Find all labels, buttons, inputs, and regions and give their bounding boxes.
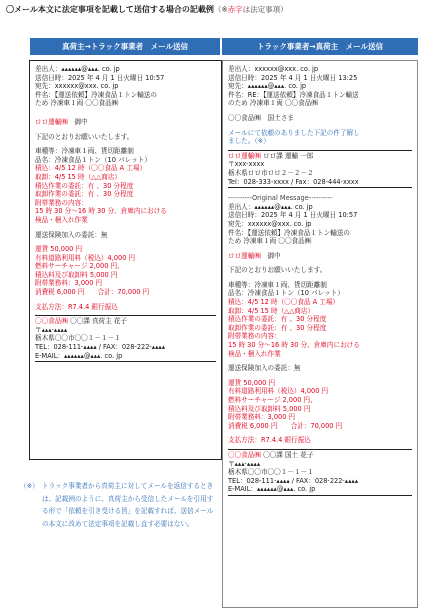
carrier-signature-address: 栃木県ロロ市ロロ２－２－２	[228, 168, 314, 177]
email-sent-date: 送信日時：2025 年 4 月 1 日火曜日 10:57	[35, 73, 165, 82]
reply-addressee: 〇〇食品㈱ 国土さま	[228, 113, 294, 122]
quoted-signature-mail: E-MAIL：▴▴▴▴▴▴@▴▴▴. co. jp	[228, 485, 316, 494]
footnote-mark: （※）	[20, 482, 39, 490]
signature-company: 〇〇食品㈱ 〇〇課 真荷主 花子	[35, 317, 128, 326]
quoted-from: 差出人：▴▴▴▴▴▴@▴▴▴. co. jp	[228, 202, 313, 211]
reply-message-line2: ました。（※）	[228, 137, 270, 146]
signature-mail: E-MAIL：▴▴▴▴▴▴@▴▴▴. co. jp	[35, 351, 123, 360]
extra-work-line2: 検品・梱入れ作業	[35, 215, 88, 224]
signature-address: 栃木県〇〇市〇〇１－１－１	[35, 334, 121, 343]
toll-fee: 有料道路利用料（税込）4,000 円	[35, 253, 136, 262]
quoted-signature-tel: TEL：028-111-▴▴▴▴ / FAX：028-222-▴▴▴▴	[228, 476, 359, 485]
loading-time: 積込：4/5 12 時（〇〇食品 A 工場）	[35, 164, 147, 173]
quoted-unloading-work: 取卸作業の委託：有 、30 分程度	[228, 323, 327, 332]
vehicle-type: 車種等：冷凍車１両、貨切距離制	[35, 147, 134, 156]
unloading-work: 取卸作業の委託：有 、30 分程度	[35, 190, 134, 199]
quoted-signature-address: 栃木県〇〇市〇〇１－１－１	[228, 468, 314, 477]
signature-block	[35, 315, 216, 362]
email-subject-line2: ため 冷凍車１両 〇〇食品㈱	[35, 99, 119, 108]
quoted-insurance: 運送保険加入の委託：無	[228, 364, 301, 373]
footnote-text: トラック事業者から真荷主に対してメールを返信するときは、記載例のように、真荷主から受信したメールを引用する形で「依頼を引き受ける旨」を記載すれば、送信メールの本文に改めて法定事項を記載し直す必要はない。	[42, 482, 214, 528]
reply-message-line1: メールにて依頼のありました下記の件了解し	[228, 128, 360, 137]
quoted-signature-block	[228, 449, 412, 496]
quoted-extra-work-line2: 検品・梱入れ作業	[228, 349, 281, 358]
quoted-fuel-surcharge: 燃料サーチャージ 2,000 円、	[228, 396, 317, 404]
quoted-fare: 運賃 50,000 円	[228, 378, 276, 387]
left-column-header: 真荷主→トラック事業者 メール送信	[30, 38, 220, 55]
quoted-sent-date: 送信日時：2025 年 4 月 1 日火曜日 10:57	[228, 211, 358, 220]
carrier-reply-email-example	[222, 60, 418, 608]
footnote	[20, 480, 214, 530]
email-subject-line1: 件名：【運送依頼】冷凍食品１トン輸送の	[35, 90, 157, 99]
payment-method: 支払方法：R7.4.4 銀行振込	[35, 302, 118, 311]
quoted-addressee: ロロ運輸㈱ 御中	[228, 251, 281, 260]
loading-fee: 積込料及び取卸料 5,000 円	[35, 270, 118, 279]
item-name: 品名：冷凍食品１トン（10 パレット）	[35, 155, 151, 164]
extra-work-fee: 附帯業務料：3,000 円	[35, 279, 103, 288]
title-main: 〇メール本文に法定事項を記載して送信する場合の記載例	[6, 5, 214, 14]
email-addressee: ロロ運輸㈱ 御中	[35, 117, 88, 126]
reply-subject-line1: 件名：RE：【運送依頼】冷凍食品１トン輸送	[228, 90, 359, 99]
page-title	[6, 4, 288, 15]
quoted-unloading-time: 取卸：4/5 15 時（△△商店）	[228, 306, 315, 315]
email-from: 差出人：▴▴▴▴▴▴@▴▴▴. co. jp	[35, 65, 120, 73]
reply-to: 宛先：▴▴▴▴▴▴@▴▴▴. co. jp	[228, 82, 307, 91]
quoted-payment-method: 支払方法：R7.4.4 銀行振込	[228, 436, 311, 445]
reply-from: 差出人：xxxxxx@xxx. co. jp	[228, 65, 319, 73]
quoted-extra-work-fee: 附帯業務料：3,000 円	[228, 413, 296, 422]
loading-work: 積込作業の委託：有 、30 分程度	[35, 181, 134, 190]
quoted-tax-total: 消費税 6,000 円 合計：70,000 円	[228, 421, 343, 430]
title-note: （※赤字は法定事項）	[213, 5, 288, 14]
right-column-header: トラック事業者→真荷主 メール送信	[222, 38, 418, 55]
shipper-email-example	[29, 60, 222, 460]
quoted-signature-zip: 〒▴▴▴-▴▴▴▴	[228, 459, 261, 468]
email-intro: 下記のとおりお願いいたします。	[35, 132, 134, 141]
quoted-extra-work-label: 附帯業務の内容：	[228, 332, 281, 341]
quoted-signature-company: 〇〇食品㈱ 〇〇課 国土 花子	[228, 450, 314, 459]
fare: 運賃 50,000 円	[35, 245, 83, 254]
insurance: 運送保険加入の委託：無	[35, 230, 108, 239]
email-to: 宛先：xxxxxx@xxx. co. jp	[35, 82, 119, 91]
carrier-signature-block	[228, 150, 412, 188]
carrier-signature-zip: 〒xxx-xxxx	[228, 160, 265, 169]
extra-work-label: 附帯業務の内容：	[35, 198, 88, 207]
quoted-loading-fee: 積込料及び取卸料 5,000 円	[228, 404, 311, 413]
quoted-item-name: 品名：冷凍食品１トン（10 パレット）	[228, 289, 344, 298]
quoted-to: 宛先：xxxxxx@xxx. co. jp	[228, 219, 312, 228]
quoted-loading-time: 積込：4/5 12 時（〇〇食品 A 工場）	[228, 298, 340, 307]
tax-total: 消費税 6,000 円 合計：70,000 円	[35, 288, 150, 297]
signature-zip: 〒▴▴▴-▴▴▴▴	[35, 325, 68, 334]
original-message-separator: ----------Original Message----------	[228, 194, 333, 203]
extra-work-line1: 15 時 30 分～16 時 30 分、倉庫内における	[35, 207, 167, 216]
carrier-signature-company: ロロ運輸㈱ ロロ課 運輸 一郎	[228, 151, 314, 160]
fuel-surcharge: 燃料サーチャージ 2,000 円、	[35, 262, 124, 271]
carrier-signature-tel: Tel：028-333-xxxx / Fax：028-444-xxxx	[228, 177, 359, 186]
reply-sent-date: 送信日時：2025 年 4 月 1 日火曜日 13:25	[228, 73, 358, 82]
quoted-vehicle-type: 車種等：冷凍車１両、貨切距離制	[228, 280, 327, 289]
quoted-subject-line2: ため 冷凍車１両 〇〇食品㈱	[228, 237, 312, 246]
quoted-intro: 下記のとおりお願いいたします。	[228, 266, 327, 275]
unloading-time: 取卸：4/5 15 時（△△商店）	[35, 172, 122, 181]
quoted-toll-fee: 有料道路利用料（税込）4,000 円	[228, 387, 329, 396]
signature-tel: TEL：028-111-▴▴▴▴ / FAX：028-222-▴▴▴▴	[35, 343, 166, 352]
quoted-extra-work-line1: 15 時 30 分～16 時 30 分、倉庫内における	[228, 341, 360, 350]
quoted-loading-work: 積込作業の委託：有 、30 分程度	[228, 315, 327, 324]
quoted-subject-line1: 件名：【運送依頼】冷凍食品１トン輸送の	[228, 228, 350, 237]
reply-subject-line2: のため 冷凍車１両 〇〇食品㈱	[228, 99, 318, 108]
